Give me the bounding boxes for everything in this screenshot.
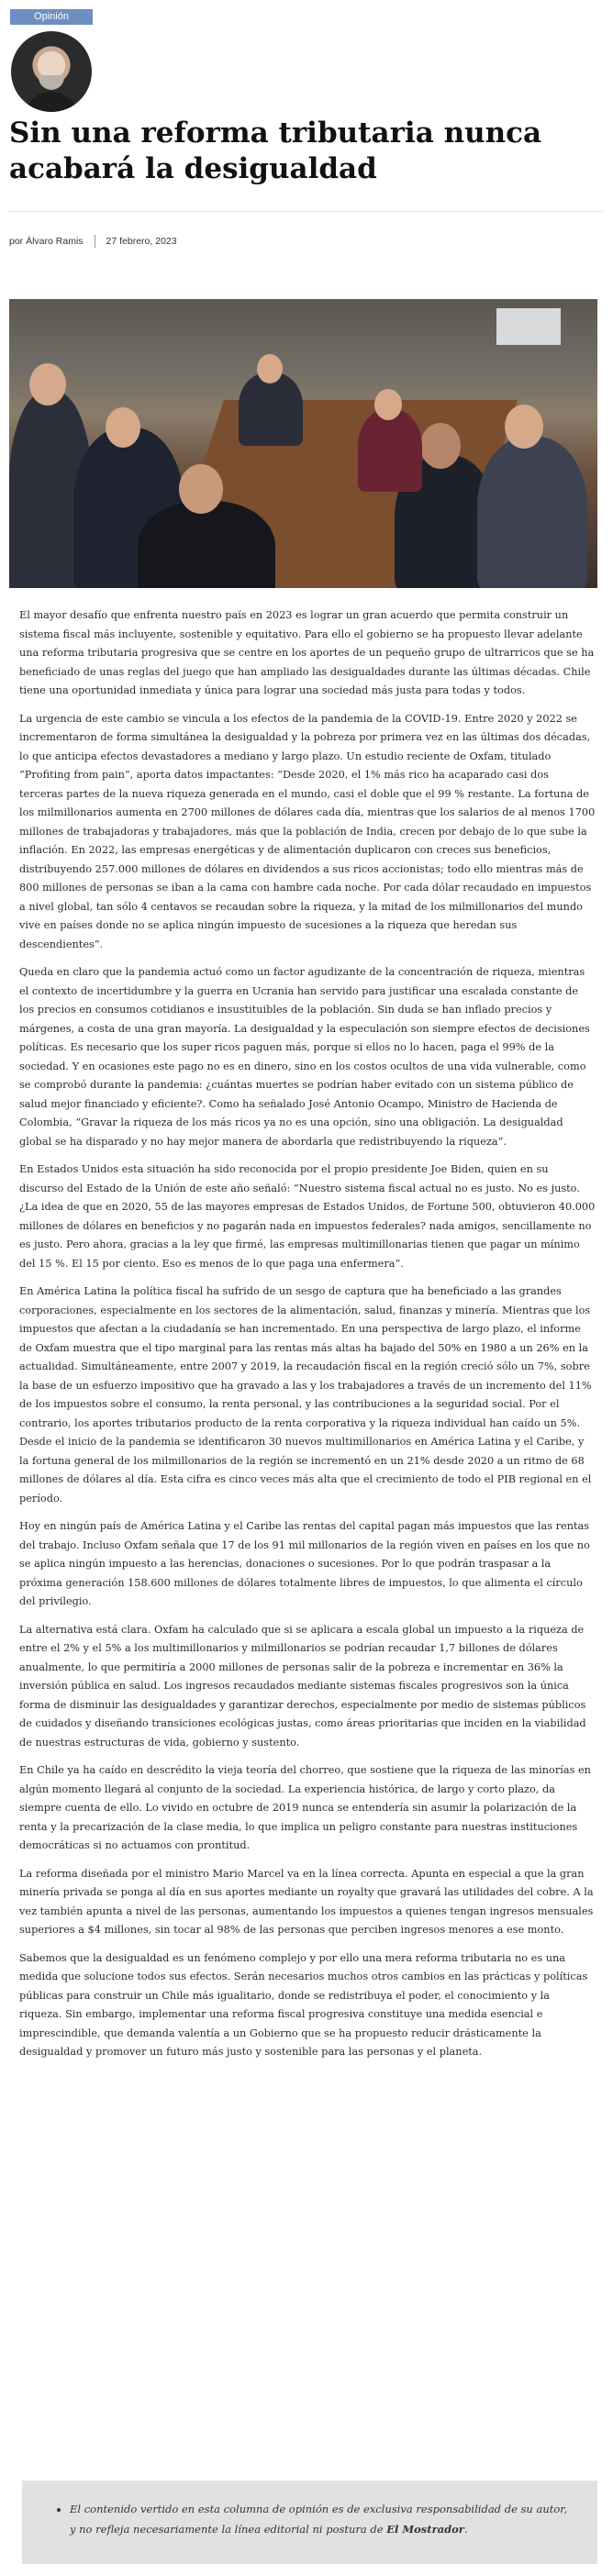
photo-person	[477, 437, 587, 588]
photo-person	[239, 372, 303, 446]
paragraph: La reforma diseñada por el ministro Mario Marcel va en la línea correcta. Apunta en especial a que la gran minería privada se ponga al día en sus aportes mediante un royalty que gravará las utilidades del cobre. A la vez también apunta a nivel de las personas, aumentando los impuestos a quienes tengan ingresos mensuales superiores a $4 millones, sin tocar al 98% de las personas que perciben ingresos menores a ese monto.	[19, 1867, 594, 1936]
paragraph: Sabemos que la desigualdad es un fenómeno complejo y por ello una mera reforma tributaria no es una medida que solucione todos sus efectos. Serán necesarios muchos otros cambios en las prácticas y políticas públicas para construir un Chile más igualitario, donde se redistribuya el poder, el conocimiento y la riqueza. Sin embargo, implementar una reforma fiscal progresiva constituye una medida esencial e imprescindible, que demanda valentía a un Gobierno que se ha propuesto reducir drásticamente la desigualdad y promover un futuro más justo y sostenible para las personas y el planeta.	[19, 1951, 588, 2058]
disclaimer-line1: El contenido vertido en esta columna de opinión es de exclusiva responsabilidad de su autor,	[70, 2503, 568, 2515]
photo-head	[29, 363, 66, 405]
paragraph: La alternativa está clara. Oxfam ha calculado que si se aplicara a escala global un impuesto a la riqueza de entre el 2% y el 5% a los multimillonarios y milmillonarios se podrían recaudar 1,7 billones de dólares anualmente, lo que permitiría a 2000 millones de personas salir de la pobreza e incrementar en 36% la inversión pública en salud. Los ingresos recaudados mediante sistemas fiscales progresivos son la única forma de disminuir las desigualdades y garantizar derechos, especialmente por medio de sistemas públicos de cuidados y diseñando transiciones ecológicas justas, como áreas prioritarias que inciden en la viabilidad de nuestras estructuras de vida, gobierno y sustento.	[19, 1623, 586, 1749]
article-body	[19, 606, 596, 2071]
paragraph: En América Latina la política fiscal ha sufrido de un sesgo de captura que ha beneficiado a las grandes corporaciones, especialmente en los sectores de la alimentación, salud, finanzas y minería. Mientras que los impuestos que afectan a la ciudadanía se han incrementado. En una perspectiva de largo plazo, el informe de Oxfam muestra que el tipo marginal para las rentas más altas ha bajado del 50% en 1980 a un 26% en la actualidad. Simultáneamente, entre 2007 y 2019, la recaudación fiscal en la región creció sólo un 7%, sobre la base de un esfuerzo impositivo que ha gravado a las y los trabajadores a través de un incremento del 11% de los impuestos sobre el consumo, la renta personal, y las contribuciones a la seguridad social. Por el contrario, los aportes tributarios producto de la renta corporativa y la riqueza individual han caído un 5%. Desde el inicio de la pandemia se identificaron 30 nuevos multimillonarios en América Latina y el Caribe, y la fortuna general de los milmillonarios de la región se incrementó en un 21% desde 2020 a un ritmo de 68 millones de dólares al día. Esta cifra es cinco veces más alta que el crecimiento de todo el PIB regional en el período.	[19, 1285, 592, 1505]
header-divider	[9, 211, 604, 212]
paragraph: La urgencia de este cambio se vincula a los efectos de la pandemia de la COVID-19. Entre 2020 y 2022 se incrementaron de forma simultánea la desigualdad y la pobreza por primera vez en las últimas dos décadas, lo que anticipa efectos devastadores a mediano y largo plazo. Un estudio reciente de Oxfam, titulado “Profiting from pain”, aporta datos impactantes: “Desde 2020, el 1% más rico ha acaparado casi dos terceras partes de la nueva riqueza generada en el mundo, casi el doble que el 99 % restante. La fortuna de los milmillonarios aumenta en 2700 millones de dólares cada día, mientras que los salarios de al menos 1700 millones de trabajadoras y trabajadores, más que la población de India, crecen por debajo de lo que sube la inflación. En 2022, las empresas energéticas y de alimentación duplicaron con creces sus beneficios, distribuyendo 257.000 millones de dólares en dividendos a sus ricos accionistas; todo ello mientras más de 800 millones de personas se iban a la cama con hambre cada noche. Por cada dólar recaudado en impuestos a nivel global, tan sólo 4 centavos se recaudan sobre la riqueza, y la mitad de los milmillonarios del mundo vive en países donde no se aplica ningún impuesto de sucesiones a la riqueza que heredan sus descendientes”.	[19, 712, 596, 950]
paragraph: En Chile ya ha caído en descrédito la vieja teoría del chorreo, que sostiene que la riqueza de las minorías en algún momento llegará al conjunto de la sociedad. La experiencia histórica, de largo y corto plazo, da siempre cuenta de ello. Lo vivido en octubre de 2019 nunca se entendería sin asumir la polarización de la renta y la precarización de la clase media, lo que implica un peligro constante para nuestras instituciones democráticas si no actuamos con prontitud.	[19, 1764, 591, 1851]
avatar-shirt	[24, 92, 79, 112]
publish-date: 27 febrero, 2023	[106, 236, 177, 247]
disclaimer-suffix: .	[463, 2523, 468, 2536]
photo-head	[374, 389, 402, 420]
photo-person	[358, 409, 422, 492]
disclaimer-list	[57, 2499, 575, 2539]
opinion-disclaimer	[22, 2481, 597, 2564]
disclaimer-line2: y no refleja necesariamente la línea editorial ni postura de	[70, 2523, 387, 2536]
photo-head	[505, 405, 543, 449]
photo-head	[179, 464, 223, 514]
photo-person	[138, 501, 275, 588]
paragraph: Queda en claro que la pandemia actuó como un factor agudizante de la concentración de riqueza, mientras el contexto de incertidumbre y la guerra en Ucrania han servido para justificar una escalada constante de los precios en consumos cotidianos e insustituibles de la población. Sin duda se han inflado precios y márgenes, a costa de una gran mayoría. La desigualdad y la especulación son siempre efectos de decisiones políticas. Es necesario que los super ricos paguen más, porque si ellos no lo hacen, paga el 99% de la sociedad. Y en ocasiones este pago no es en dinero, sino en los costos ocultos de una vida vulnerable, como se comprobó durante la pandemia: ¿cuántas muertes se podrían haber evitado con un sistema público de salud mejor financiado y eficiente?. Como ha señalado José Antonio Ocampo, Ministro de Hacienda de Colombia, “Gravar la riqueza de los más ricos ya no es una opción, sino una obligación. La desigualdad global se ha disparado y no hay mejor manera de abordarla que redistribuyendo la riqueza”.	[19, 966, 590, 1148]
photo-window	[496, 308, 561, 345]
outlet-name: El Mostrador	[386, 2523, 464, 2536]
photo-head	[257, 354, 283, 383]
byline	[9, 235, 177, 248]
paragraph: Hoy en ningún país de América Latina y el Caribe las rentas del capital pagan más impuestos que las rentas del trabajo. Incluso Oxfam señala que 17 de los 91 mil millonarios de la región viven en países en los que no se aplica ningún impuesto a las herencias, donaciones o sucesiones. Por lo que podrán traspasar a la próxima generación 158.600 millones de dólares totalmente libres de impuestos, lo que alimenta el círculo del privilegio.	[19, 1520, 590, 1607]
avatar-beard	[39, 75, 64, 90]
photo-head	[106, 407, 140, 448]
disclaimer-item	[70, 2499, 575, 2539]
author-name[interactable]: por Álvaro Ramis	[9, 236, 84, 247]
paragraph: El mayor desafío que enfrenta nuestro país en 2023 es lograr un gran acuerdo que permita construir un sistema fiscal más incluyente, sostenible y equitativo. Para ello el gobierno se ha propuesto llevar adelante una reforma tributaria progresiva que se centre en los aportes de un pequeño grupo de ultrarricos que se ha beneficiado de unas reglas del juego que han ampliado las desigualdades durante las últimas décadas. Chile tiene una oportunidad inmediata y única para lograr una sociedad más justa para todas y todos.	[19, 609, 595, 696]
author-avatar[interactable]	[11, 31, 92, 112]
category-tag[interactable]: Opinión	[10, 9, 93, 25]
photo-head	[420, 423, 461, 469]
paragraph: En Estados Unidos esta situación ha sido reconocida por el propio presidente Joe Biden, quien en su discurso del Estado de la Unión de este año señaló: “Nuestro sistema fiscal actual no es justo. No es justo. ¿La idea de que en 2020, 55 de las mayores empresas de Estados Unidos, de Fortune 500, obtuvieron 40.000 millones de dólares en beneficios y no pagarán nada en impuestos federales? nada amigos, sencillamente no es justo. Pero ahora, gracias a la ley que firmé, las empresas multimillonarias tienen que pagar un mínimo del 15 %. El 15 por ciento. Eso es menos de lo que paga una enfermera”.	[19, 1163, 596, 1270]
meeting-photo	[9, 299, 597, 588]
article-headline: Sin una reforma tributaria nunca acabará la desigualdad	[9, 117, 542, 185]
